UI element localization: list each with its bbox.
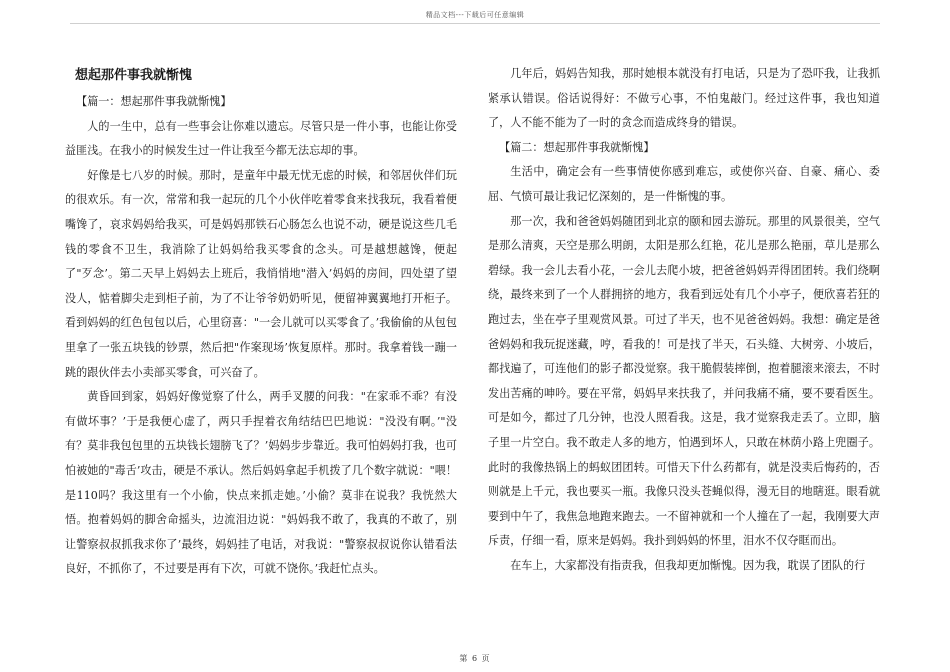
right-column (488, 62, 880, 578)
paragraph: 几年后，妈妈告知我，那时她根本就没有打电话，只是为了恐吓我，让我抓紧承认错误。俗话说得好：不做亏心事，不怕鬼敲门。经过这件事，我也知道了，人不能不能为了一时的贪念而造成终身的错误。 (488, 67, 880, 130)
paragraph: 在车上，大家都没有指责我，但我却更加惭愧。因为我，耽误了团队的行 (510, 558, 866, 572)
section-heading-2: 【篇二：想起那件事我就惭愧】 (499, 140, 655, 154)
paragraph: 生活中，确定会有一些事情使你感到难忘，或使你兴奋、自豪、痛心、委屈、气愤可最让我记忆深刻的，是一件惭愧的事。 (488, 165, 880, 203)
paragraph: 黄昏回到家，妈妈好像觉察了什么，两手叉腰的问我："在家乖不乖？有没有做坏事？’于是我便心虚了，两只手捏着衣角结结巴巴地说："没没有啊。’"没有？莫非我包包里的五块钱长翅膀飞了？’妈妈步步靠近。我可怕妈妈打我，也可怕被她的"毒舌’攻击，硬是不承认。然后妈妈拿起手机拨了几个数字就说："喂！是110吗？我这里有一个小偷，快点来抓走她。’小偷？莫非在说我？我恍然大悟。抱着妈妈的脚舍命摇头，边流泪边说："妈妈我不敢了，我真的不敢了，别让警察叔叔抓我求你了’最终，妈妈挂了电话，对我说："警察叔叔说你认错看法良好，不抓你了，不过要是再有下次，可就不饶你。’我赶忙点头。 (65, 390, 457, 576)
header-divider (70, 23, 880, 24)
section-heading-1: 【篇一：想起那件事我就惭愧】 (76, 95, 232, 108)
paragraph: 那一次，我和爸爸妈妈随团到北京的颐和园去游玩。那里的风景很美，空气是那么清爽，天空是那么明朗，太阳是那么红艳，花儿是那么艳丽，草儿是那么碧绿。我一会儿去看小花，一会儿去爬小坡，把爸爸妈妈弄得团团转。我们绕啊绕，最终来到了一个人群拥挤的地方，我看到远处有几个小亭子，便欣喜若狂的跑过去，坐在亭子里观赏风景。可过了半天，也不见爸爸妈妈。我想：确定是爸爸妈妈和我玩捉迷藏，哼，看我的！可是找了半天，石头缝、大树旁、小坡后，都找遍了，可连他们的影子都没觉察。我干脆假装摔倒，抱着腿滚来滚去，不时发出苦痛的呻吟。要在平常，妈妈早来扶我了，并问我痛不痛，要不要看医生。可是如今，都过了几分钟，也没人照看我。这是，我才觉察我走丢了。立即，脑子里一片空白。我不敢走人多的地方，怕遇到坏人，只敢在林荫小路上兜圈子。此时的我像热锅上的蚂蚁团团转。可惜天下什么药都有，就是没卖后悔药的，否则就是上千元，我也要买一瓶。我像只没头苍蝇似得，漫无目的地瞎逛。眼看就要到中午了，我焦急地跑来跑去。一不留神就和一个人撞在了一起，我刚要大声斥责，仔细一看，原来是妈妈。我扑到妈妈的怀里，泪水不仅夺眶而出。 (488, 214, 880, 548)
article-title: 想起那件事我就惭愧 (75, 68, 193, 83)
paragraph: 好像是七八岁的时候。那时，是童年中最无忧无虑的时候，和邻居伙伴们玩的很欢乐。有一次，常常和我一起玩的几个小伙伴吃着零食来找我玩，我看着便嘴馋了，哀求妈妈给我买，可是妈妈那铁石心肠怎么也说不动，硬是说这些几毛钱的零食不卫生，我消除了让妈妈给我买零食的念头。可是越想越馋，便起了"歹念’。第二天早上妈妈去上班后，我悄悄地"潜入’妈妈的房间，四处望了望没人，惦着脚尖走到柜子前，为了不让爷爷奶奶听见，便留神翼翼地打开柜子。看到妈妈的红色包包以后，心里窃喜："一会儿就可以买零食了。’我偷偷的从包包里拿了一张五块钱的钞票，然后把"作案现场’恢复原样。那时。我拿着钱一蹦一跳的跟伙伴去小卖部买零食，可兴奋了。 (65, 168, 457, 379)
left-column (65, 62, 457, 582)
page-header: 精品文档---下载后可任意编辑 (425, 11, 525, 19)
page-number: 第 6 页 (459, 654, 491, 663)
paragraph: 人的一生中，总有一些事会让你难以遗忘。尽管只是一件小事，也能让你受益匪浅。在我小的时候发生过一件让我至今都无法忘却的事。 (65, 119, 457, 158)
